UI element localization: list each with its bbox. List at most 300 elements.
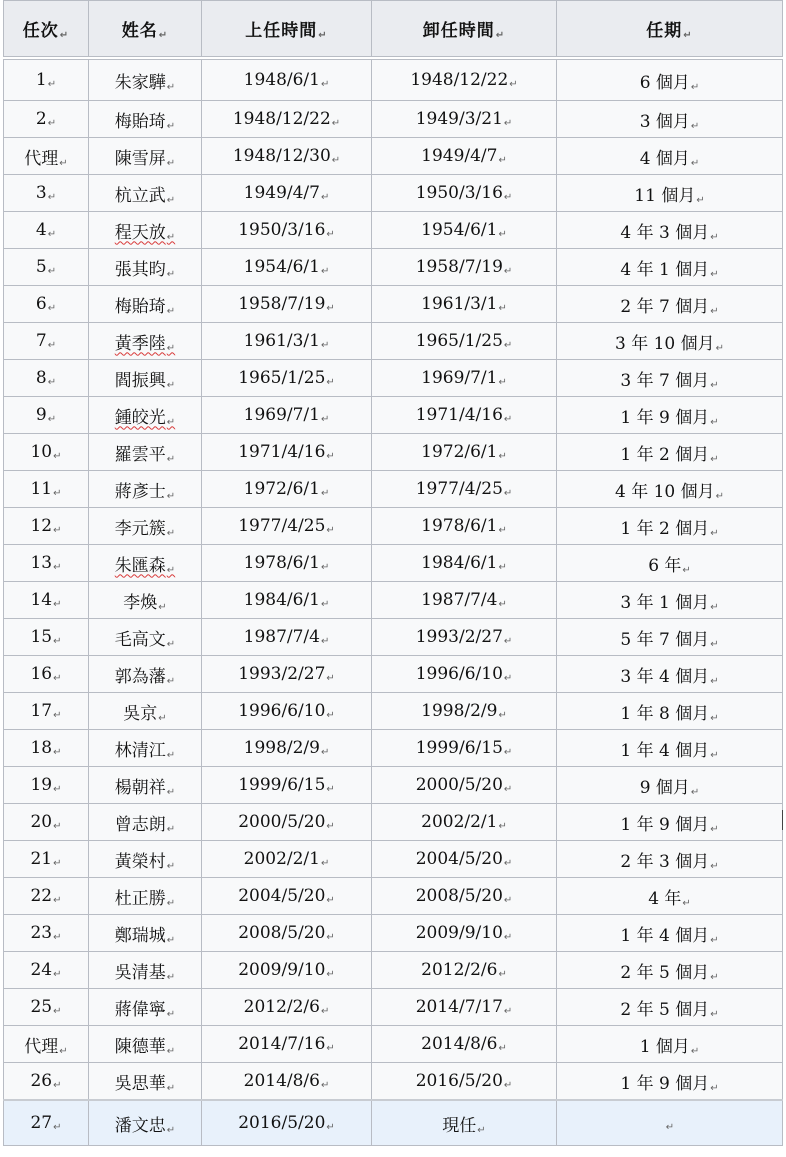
cell-text: 9 個月 ↵ bbox=[640, 778, 700, 798]
cell-text: 1948/6/1 ↵ bbox=[244, 70, 330, 90]
cell-term bbox=[4, 138, 89, 175]
cell-start bbox=[202, 397, 372, 434]
cell-text: 8 ↵ bbox=[36, 368, 56, 388]
table-row bbox=[4, 471, 783, 508]
table-row bbox=[4, 878, 783, 915]
cell-start bbox=[202, 60, 372, 101]
cell-end bbox=[372, 323, 557, 360]
cell-text: 10 ↵ bbox=[30, 442, 61, 462]
cell-name bbox=[89, 175, 202, 212]
table-row bbox=[4, 1100, 783, 1146]
cell-text: 2008/5/20 ↵ bbox=[416, 886, 513, 906]
cell-text: 1948/12/30 ↵ bbox=[233, 146, 340, 166]
cell-start bbox=[202, 693, 372, 730]
cell-text: 吳思華 ↵ bbox=[115, 1074, 175, 1094]
cell-start bbox=[202, 656, 372, 693]
cell-text: 4 個月 ↵ bbox=[640, 149, 700, 169]
cell-text: 3 ↵ bbox=[36, 183, 56, 203]
cell-name bbox=[89, 619, 202, 656]
cell-text: 梅貽琦 ↵ bbox=[115, 297, 175, 317]
cell-text: 6 個月 ↵ bbox=[640, 73, 700, 93]
table-header bbox=[4, 1, 783, 57]
cell-name bbox=[89, 212, 202, 249]
cell-text: 1972/6/1 ↵ bbox=[421, 442, 507, 462]
table-row bbox=[4, 989, 783, 1026]
cell-text: 1 年 9 個月 ↵ bbox=[620, 408, 718, 428]
table-body bbox=[4, 60, 783, 1146]
cell-text: 吳京 ↵ bbox=[123, 704, 166, 724]
cell-tenure bbox=[557, 212, 783, 249]
cell-name bbox=[89, 138, 202, 175]
table-row bbox=[4, 138, 783, 175]
cell-text: 12 ↵ bbox=[30, 516, 61, 536]
cell-start bbox=[202, 360, 372, 397]
cell-text: 1 年 9 個月 ↵ bbox=[620, 1074, 718, 1094]
table-row bbox=[4, 508, 783, 545]
cell-text: 1949/4/7 ↵ bbox=[421, 146, 507, 166]
cell-tenure bbox=[557, 1063, 783, 1101]
table-row bbox=[4, 397, 783, 434]
cell-start bbox=[202, 582, 372, 619]
table-row bbox=[4, 175, 783, 212]
cell-text: 2012/2/6 ↵ bbox=[421, 960, 507, 980]
cell-tenure bbox=[557, 249, 783, 286]
cell-start bbox=[202, 619, 372, 656]
cell-tenure bbox=[557, 582, 783, 619]
cell-text: 22 ↵ bbox=[30, 886, 61, 906]
cell-text: 鄭瑞城 ↵ bbox=[115, 926, 175, 946]
cell-text: 1998/2/9 ↵ bbox=[244, 738, 330, 758]
cell-text: 2004/5/20 ↵ bbox=[238, 886, 335, 906]
cell-text: 2014/8/6 ↵ bbox=[244, 1071, 330, 1091]
cell-name bbox=[89, 1100, 202, 1146]
cell-term bbox=[4, 767, 89, 804]
cell-text: 蔣偉寧 ↵ bbox=[115, 1000, 175, 1020]
cell-start bbox=[202, 545, 372, 582]
cell-end bbox=[372, 360, 557, 397]
cell-text: 朱家驊 ↵ bbox=[115, 73, 175, 93]
cell-text: 潘文忠 ↵ bbox=[115, 1116, 175, 1136]
cell-text: 2002/2/1 ↵ bbox=[244, 849, 330, 869]
cell-start bbox=[202, 730, 372, 767]
cell-text: 1950/3/16 ↵ bbox=[238, 220, 335, 240]
cell-text: 13 ↵ bbox=[30, 553, 61, 573]
table-row bbox=[4, 730, 783, 767]
cell-text: 1971/4/16 ↵ bbox=[238, 442, 335, 462]
cell-tenure bbox=[557, 952, 783, 989]
cell-text: 杜正勝 ↵ bbox=[115, 889, 175, 909]
cell-name bbox=[89, 952, 202, 989]
cell-tenure bbox=[557, 767, 783, 804]
cell-term bbox=[4, 175, 89, 212]
cell-end bbox=[372, 619, 557, 656]
cell-text: 曾志朗 ↵ bbox=[115, 815, 175, 835]
cell-text: 18 ↵ bbox=[30, 738, 61, 758]
cell-text: 3 年 1 個月 ↵ bbox=[620, 593, 718, 613]
cell-text: 17 ↵ bbox=[30, 701, 61, 721]
cell-text: 2009/9/10 ↵ bbox=[238, 960, 335, 980]
cell-tenure bbox=[557, 878, 783, 915]
cell-term bbox=[4, 397, 89, 434]
cell-tenure bbox=[557, 730, 783, 767]
table-row bbox=[4, 841, 783, 878]
cell-tenure bbox=[557, 989, 783, 1026]
minister-table bbox=[3, 0, 783, 1146]
cell-term bbox=[4, 804, 89, 841]
cell-text: 蔣彥士 ↵ bbox=[115, 482, 175, 502]
cell-name bbox=[89, 471, 202, 508]
cell-name bbox=[89, 582, 202, 619]
cell-end bbox=[372, 693, 557, 730]
cell-end bbox=[372, 397, 557, 434]
cell-text: 1971/4/16 ↵ bbox=[416, 405, 513, 425]
cell-text: 1999/6/15 ↵ bbox=[238, 775, 335, 795]
cell-tenure bbox=[557, 619, 783, 656]
cell-text: 1996/6/10 ↵ bbox=[416, 664, 513, 684]
cell-name bbox=[89, 286, 202, 323]
cell-end bbox=[372, 138, 557, 175]
cell-text: 1984/6/1 ↵ bbox=[421, 553, 507, 573]
cell-name bbox=[89, 360, 202, 397]
cell-end bbox=[372, 989, 557, 1026]
cell-term bbox=[4, 434, 89, 471]
cell-name bbox=[89, 434, 202, 471]
cell-tenure bbox=[557, 508, 783, 545]
cell-text: 3 年 10 個月 ↵ bbox=[615, 334, 724, 354]
cell-term bbox=[4, 952, 89, 989]
cell-text: 11 ↵ bbox=[30, 479, 61, 499]
cell-start bbox=[202, 471, 372, 508]
cell-text: 2014/7/16 ↵ bbox=[238, 1034, 335, 1054]
cell-tenure bbox=[557, 915, 783, 952]
cell-end bbox=[372, 212, 557, 249]
cell-name bbox=[89, 915, 202, 952]
cell-end bbox=[372, 286, 557, 323]
header-row bbox=[4, 1, 783, 57]
cell-text: 1978/6/1 ↵ bbox=[421, 516, 507, 536]
table-row bbox=[4, 767, 783, 804]
text-cursor bbox=[782, 810, 783, 830]
cell-term bbox=[4, 471, 89, 508]
cell-start bbox=[202, 915, 372, 952]
cell-text: 4 年 3 個月 ↵ bbox=[620, 223, 718, 243]
cell-start bbox=[202, 1026, 372, 1063]
cell-end bbox=[372, 434, 557, 471]
table-row bbox=[4, 545, 783, 582]
cell-start bbox=[202, 767, 372, 804]
cell-term bbox=[4, 730, 89, 767]
cell-term bbox=[4, 212, 89, 249]
cell-text: 1996/6/10 ↵ bbox=[238, 701, 335, 721]
cell-text: 李元簇 ↵ bbox=[115, 519, 175, 539]
table-row bbox=[4, 286, 783, 323]
cell-text: 2016/5/20 ↵ bbox=[238, 1113, 335, 1133]
cell-text: 19 ↵ bbox=[30, 775, 61, 795]
cell-start bbox=[202, 989, 372, 1026]
cell-text: 1984/6/1 ↵ bbox=[244, 590, 330, 610]
cell-name bbox=[89, 397, 202, 434]
cell-text: 6 ↵ bbox=[36, 294, 56, 314]
cell-text: 1950/3/16 ↵ bbox=[416, 183, 513, 203]
cell-term bbox=[4, 1026, 89, 1063]
table-row bbox=[4, 693, 783, 730]
cell-term bbox=[4, 508, 89, 545]
cell-end bbox=[372, 1100, 557, 1146]
cell-start bbox=[202, 804, 372, 841]
cell-text: 2012/2/6 ↵ bbox=[244, 997, 330, 1017]
cell-text: 1977/4/25 ↵ bbox=[238, 516, 335, 536]
cell-tenure bbox=[557, 175, 783, 212]
cell-name bbox=[89, 989, 202, 1026]
cell-tenure bbox=[557, 1026, 783, 1063]
cell-text: 1987/7/4 ↵ bbox=[421, 590, 507, 610]
table-row bbox=[4, 101, 783, 138]
cell-text: 1999/6/15 ↵ bbox=[416, 738, 513, 758]
table-row bbox=[4, 249, 783, 286]
cell-name bbox=[89, 1026, 202, 1063]
cell-text: 1993/2/27 ↵ bbox=[416, 627, 513, 647]
cell-text: 代理 ↵ bbox=[24, 149, 67, 169]
cell-start bbox=[202, 323, 372, 360]
cell-text: 1949/3/21 ↵ bbox=[416, 109, 513, 129]
cell-text: 25 ↵ bbox=[30, 997, 61, 1017]
cell-start bbox=[202, 1100, 372, 1146]
cell-text: 1 年 9 個月 ↵ bbox=[620, 815, 718, 835]
cell-start bbox=[202, 175, 372, 212]
cell-text: 1958/7/19 ↵ bbox=[416, 257, 513, 277]
cell-text: 27 ↵ bbox=[30, 1113, 61, 1133]
cell-text: 14 ↵ bbox=[30, 590, 61, 610]
cell-term bbox=[4, 101, 89, 138]
cell-name bbox=[89, 1063, 202, 1101]
cell-text: 4 年 10 個月 ↵ bbox=[615, 482, 724, 502]
cell-start bbox=[202, 508, 372, 545]
cell-text: 黃季陸 ↵ bbox=[115, 334, 175, 354]
cell-name bbox=[89, 508, 202, 545]
cell-end bbox=[372, 545, 557, 582]
cell-text: 24 ↵ bbox=[30, 960, 61, 980]
header-term: 任次 ↵ bbox=[4, 1, 89, 57]
cell-text: 2 年 5 個月 ↵ bbox=[620, 1000, 718, 1020]
cell-tenure bbox=[557, 323, 783, 360]
cell-text: 1961/3/1 ↵ bbox=[421, 294, 507, 314]
cell-text: 3 年 4 個月 ↵ bbox=[620, 667, 718, 687]
cell-text: 2002/2/1 ↵ bbox=[421, 812, 507, 832]
cell-text: 11 個月 ↵ bbox=[634, 186, 704, 206]
cell-text: 閻振興 ↵ bbox=[115, 371, 175, 391]
cell-start bbox=[202, 878, 372, 915]
cell-text: 1961/3/1 ↵ bbox=[244, 331, 330, 351]
cell-term bbox=[4, 582, 89, 619]
cell-text: 梅貽琦 ↵ bbox=[115, 112, 175, 132]
cell-text: 3 個月 ↵ bbox=[640, 112, 700, 132]
cell-text: 羅雲平 ↵ bbox=[115, 445, 175, 465]
cell-text: 1948/12/22 ↵ bbox=[410, 70, 517, 90]
cell-tenure bbox=[557, 360, 783, 397]
cell-tenure bbox=[557, 545, 783, 582]
cell-text: 陳德華 ↵ bbox=[115, 1037, 175, 1057]
table-row bbox=[4, 915, 783, 952]
table-row bbox=[4, 360, 783, 397]
cell-name bbox=[89, 841, 202, 878]
cell-tenure bbox=[557, 286, 783, 323]
table-row bbox=[4, 1063, 783, 1101]
cell-tenure bbox=[557, 138, 783, 175]
cell-text: 代理 ↵ bbox=[24, 1037, 67, 1057]
cell-term bbox=[4, 1063, 89, 1101]
cell-text: 2008/5/20 ↵ bbox=[238, 923, 335, 943]
cell-text: 2 年 5 個月 ↵ bbox=[620, 963, 718, 983]
cell-text: 朱匯森 ↵ bbox=[115, 556, 175, 576]
cell-text: 1978/6/1 ↵ bbox=[244, 553, 330, 573]
table-row bbox=[4, 1026, 783, 1063]
cell-text: 程天放 ↵ bbox=[115, 223, 175, 243]
cell-text: 1949/4/7 ↵ bbox=[244, 183, 330, 203]
cell-end bbox=[372, 878, 557, 915]
cell-term bbox=[4, 693, 89, 730]
cell-start bbox=[202, 138, 372, 175]
cell-tenure bbox=[557, 101, 783, 138]
cell-tenure bbox=[557, 1100, 783, 1146]
cell-end bbox=[372, 582, 557, 619]
cell-start bbox=[202, 249, 372, 286]
cell-text: 2000/5/20 ↵ bbox=[238, 812, 335, 832]
cell-text: 15 ↵ bbox=[30, 627, 61, 647]
cell-name bbox=[89, 249, 202, 286]
cell-text: 7 ↵ bbox=[36, 331, 56, 351]
cell-text: 2004/5/20 ↵ bbox=[416, 849, 513, 869]
cell-text: 1 個月 ↵ bbox=[640, 1037, 700, 1057]
cell-end bbox=[372, 804, 557, 841]
cell-term bbox=[4, 989, 89, 1026]
cell-tenure bbox=[557, 434, 783, 471]
cell-term bbox=[4, 619, 89, 656]
cell-text: 2014/7/17 ↵ bbox=[416, 997, 513, 1017]
cell-name bbox=[89, 730, 202, 767]
cell-text: 1998/2/9 ↵ bbox=[421, 701, 507, 721]
cell-term bbox=[4, 841, 89, 878]
cell-text: 6 年 ↵ bbox=[648, 556, 691, 576]
cell-text: 2014/8/6 ↵ bbox=[421, 1034, 507, 1054]
table-row bbox=[4, 582, 783, 619]
header-end: 卸任時間 ↵ bbox=[372, 1, 557, 57]
table-row bbox=[4, 619, 783, 656]
cell-term bbox=[4, 915, 89, 952]
cell-term bbox=[4, 878, 89, 915]
cell-end bbox=[372, 1026, 557, 1063]
cell-text: 林清江 ↵ bbox=[115, 741, 175, 761]
cell-text: 2009/9/10 ↵ bbox=[416, 923, 513, 943]
cell-text: 陳雪屏 ↵ bbox=[115, 149, 175, 169]
cell-term bbox=[4, 1100, 89, 1146]
cell-end bbox=[372, 175, 557, 212]
table-row bbox=[4, 212, 783, 249]
table-row bbox=[4, 60, 783, 101]
cell-tenure bbox=[557, 397, 783, 434]
cell-end bbox=[372, 101, 557, 138]
cell-text: 鍾皎光 ↵ bbox=[115, 408, 175, 428]
cell-text: 李煥 ↵ bbox=[123, 593, 166, 613]
cell-end bbox=[372, 1063, 557, 1101]
header-start: 上任時間 ↵ bbox=[202, 1, 372, 57]
cell-text: 1969/7/1 ↵ bbox=[421, 368, 507, 388]
cell-start bbox=[202, 1063, 372, 1101]
cell-end bbox=[372, 656, 557, 693]
header-tenure: 任期 ↵ bbox=[557, 1, 783, 57]
cell-start bbox=[202, 101, 372, 138]
cell-text: 3 年 7 個月 ↵ bbox=[620, 371, 718, 391]
cell-text: 1 年 2 個月 ↵ bbox=[620, 519, 718, 539]
cell-term bbox=[4, 323, 89, 360]
cell-tenure bbox=[557, 656, 783, 693]
cell-tenure bbox=[557, 841, 783, 878]
table-row bbox=[4, 952, 783, 989]
cell-text: 23 ↵ bbox=[30, 923, 61, 943]
table-row bbox=[4, 434, 783, 471]
cell-end bbox=[372, 508, 557, 545]
cell-start bbox=[202, 841, 372, 878]
cell-name bbox=[89, 878, 202, 915]
cell-text: 1 年 4 個月 ↵ bbox=[620, 926, 718, 946]
cell-tenure bbox=[557, 804, 783, 841]
cell-text: 現任 ↵ bbox=[442, 1116, 485, 1136]
cell-text: 2 年 7 個月 ↵ bbox=[620, 297, 718, 317]
cell-text: 4 ↵ bbox=[36, 220, 56, 240]
cell-text: 1 ↵ bbox=[36, 70, 56, 90]
cell-text: 1972/6/1 ↵ bbox=[244, 479, 330, 499]
cell-name bbox=[89, 545, 202, 582]
cell-tenure bbox=[557, 471, 783, 508]
cell-text bbox=[665, 1113, 674, 1133]
cell-term bbox=[4, 545, 89, 582]
cell-name bbox=[89, 804, 202, 841]
cell-text: 4 年 1 個月 ↵ bbox=[620, 260, 718, 280]
cell-text: 郭為藩 ↵ bbox=[115, 667, 175, 687]
header-name: 姓名 ↵ bbox=[89, 1, 202, 57]
cell-term bbox=[4, 360, 89, 397]
cell-end bbox=[372, 841, 557, 878]
cell-text: 5 ↵ bbox=[36, 257, 56, 277]
cell-term bbox=[4, 286, 89, 323]
cell-end bbox=[372, 249, 557, 286]
cell-text: 5 年 7 個月 ↵ bbox=[620, 630, 718, 650]
cell-tenure bbox=[557, 693, 783, 730]
cell-text: 1 年 4 個月 ↵ bbox=[620, 741, 718, 761]
cell-text: 20 ↵ bbox=[30, 812, 61, 832]
cell-end bbox=[372, 471, 557, 508]
cell-text: 2 ↵ bbox=[36, 109, 56, 129]
cell-end bbox=[372, 730, 557, 767]
table-row bbox=[4, 323, 783, 360]
cell-text: 26 ↵ bbox=[30, 1071, 61, 1091]
cell-text: 1987/7/4 ↵ bbox=[244, 627, 330, 647]
cell-text: 9 ↵ bbox=[36, 405, 56, 425]
cell-text: 2000/5/20 ↵ bbox=[416, 775, 513, 795]
cell-text: 張其昀 ↵ bbox=[115, 260, 175, 280]
cell-text: 21 ↵ bbox=[30, 849, 61, 869]
cell-text: 1965/1/25 ↵ bbox=[238, 368, 335, 388]
cell-text: 1958/7/19 ↵ bbox=[238, 294, 335, 314]
cell-text: 2 年 3 個月 ↵ bbox=[620, 852, 718, 872]
cell-term bbox=[4, 249, 89, 286]
cell-text: 1965/1/25 ↵ bbox=[416, 331, 513, 351]
cell-text: 1 年 2 個月 ↵ bbox=[620, 445, 718, 465]
cell-term bbox=[4, 656, 89, 693]
cell-text: 1977/4/25 ↵ bbox=[416, 479, 513, 499]
cell-name bbox=[89, 656, 202, 693]
cell-text: 杭立武 ↵ bbox=[115, 186, 175, 206]
cell-end bbox=[372, 60, 557, 101]
